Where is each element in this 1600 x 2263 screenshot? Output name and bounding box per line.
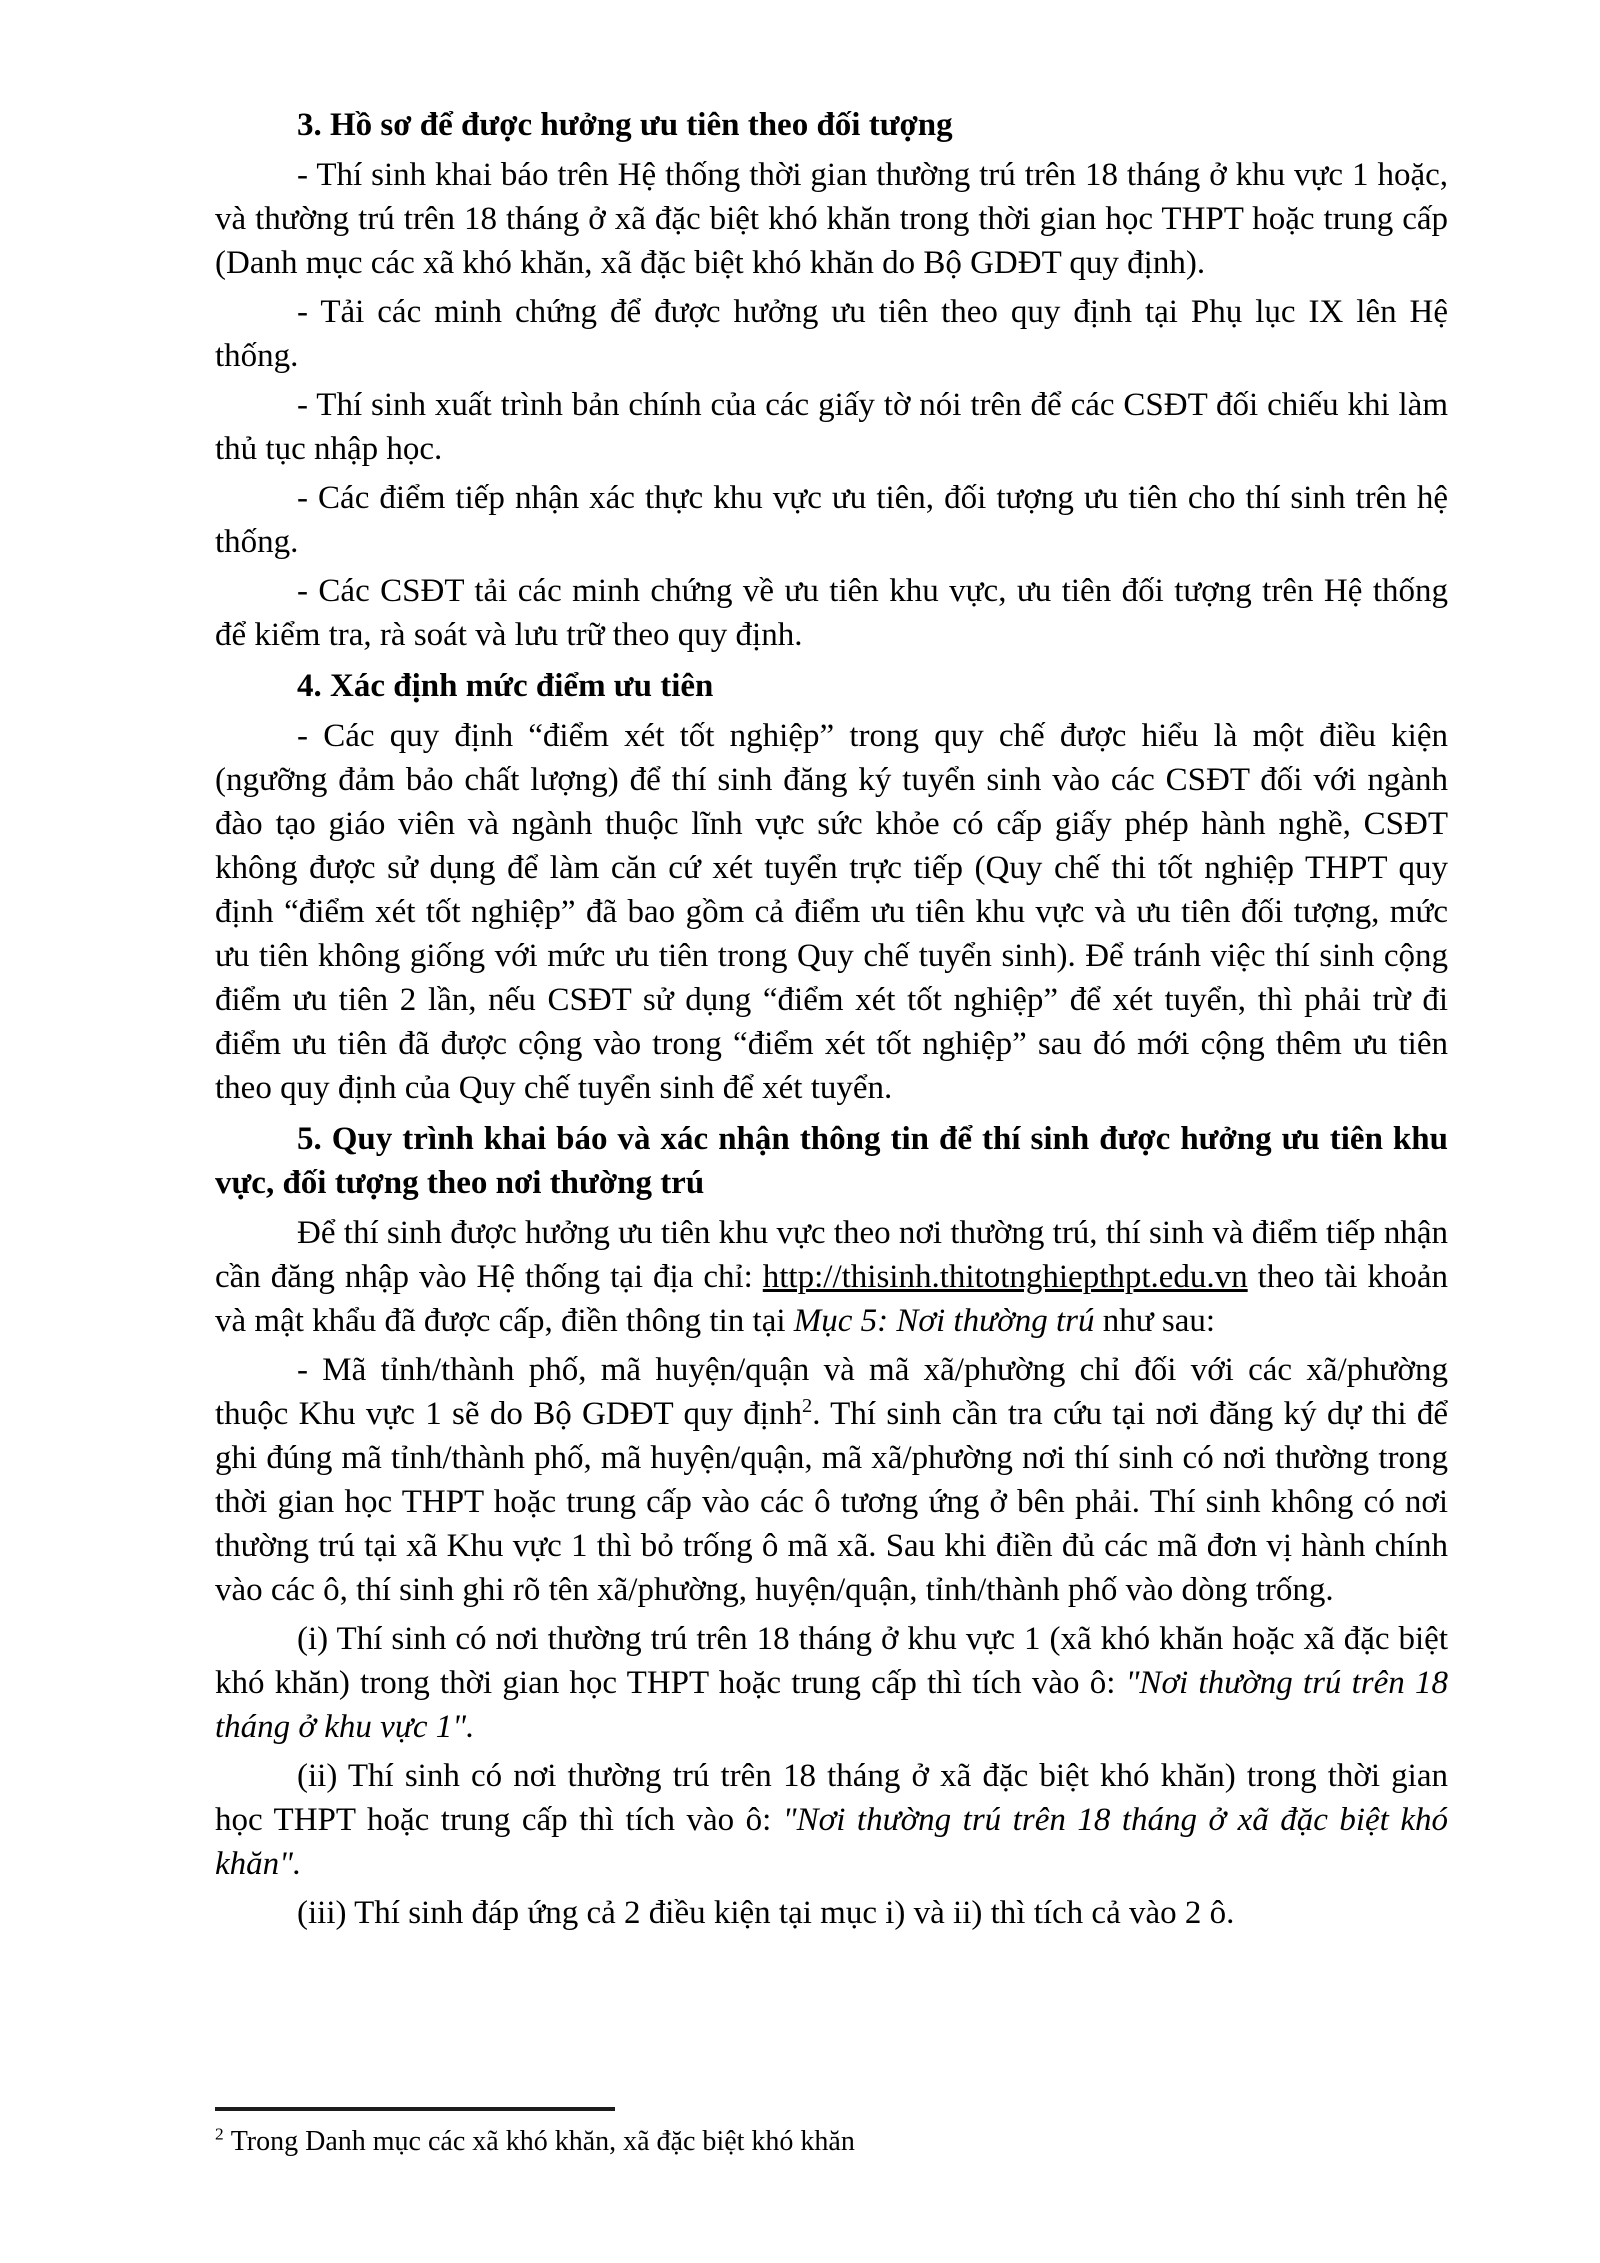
o-tich-xa-dac-biet-kho-khan-italic-run: "Nơi thường trú trên 18 tháng ở xã đặc biệt khó khăn". — [215, 1802, 1448, 1882]
para-ma-don-vi-hanh-chinh — [215, 1348, 1448, 1612]
section-5-heading: 5. Quy trình khai báo và xác nhận thông tin để thí sinh được hưởng ưu tiên khu vực, đối tượng theo nơi thường trú — [215, 1121, 1448, 1201]
para-diem-tiep-nhan-xac-thuc: - Các điểm tiếp nhận xác thực khu vực ưu tiên, đối tượng ưu tiên cho thí sinh trên hệ thống. — [215, 480, 1448, 560]
para-khai-bao-thuong-tru: - Thí sinh khai báo trên Hệ thống thời gian thường trú trên 18 tháng ở khu vực 1 hoặc, và thường trú trên 18 tháng ở xã đặc biệt khó khăn trong thời gian học THPT hoặc trung cấp (Danh mục các xã khó khăn, xã đặc biệt khó khăn do Bộ GDĐT quy định). — [215, 157, 1448, 281]
text-run: - Mã tỉnh/thành phố, mã huyện/quận và mã xã/phường chỉ đối với các xã/phường thuộc Khu vực 1 sẽ do Bộ GDĐT quy định — [215, 1352, 1448, 1432]
footnote-marker: 2 — [215, 2124, 224, 2144]
text-run: . Thí sinh cần tra cứu tại nơi đăng ký dự thi để ghi đúng mã tỉnh/thành phố, mã huyện/quận, mã xã/phường nơi thí sinh có nơi thường trong thời gian học THPT hoặc trung cấp vào các ô tương ứng ở bên phải. Thí sinh không có nơi thường trú tại xã Khu vực 1 thì bỏ trống ô mã xã. Sau khi điền đủ các mã đơn vị hành chính vào các ô, thí sinh ghi rõ tên xã/phường, huyện/quận, tỉnh/thành phố vào dòng trống. — [215, 1396, 1449, 1608]
para-csdt-tai-minh-chung: - Các CSĐT tải các minh chứng về ưu tiên khu vực, ưu tiên đối tượng trên Hệ thống để kiểm tra, rà soát và lưu trữ theo quy định. — [215, 573, 1448, 653]
para-dieu-kien-ii — [215, 1754, 1448, 1886]
para-dieu-kien-i — [215, 1617, 1448, 1749]
text-run: theo tài khoản và mật khẩu đã được cấp, điền thông tin tại — [215, 1259, 1448, 1339]
text-run: Để thí sinh được hưởng ưu tiên khu vực theo nơi thường trú, thí sinh và điểm tiếp nhận cần đăng nhập vào Hệ thống tại địa chỉ: — [215, 1215, 1448, 1295]
muc-5-italic-run: Mục 5: Nơi thường trú — [793, 1303, 1095, 1339]
para-dang-nhap-he-thong — [215, 1211, 1448, 1343]
para-dieu-kien-iii: (iii) Thí sinh đáp ứng cả 2 điều kiện tại mục i) và ii) thì tích cả vào 2 ô. — [297, 1895, 1235, 1931]
o-tich-khu-vuc-1-italic-run: "Nơi thường trú trên 18 tháng ở khu vực 1". — [215, 1665, 1448, 1745]
para-xac-dinh-muc-diem: - Các quy định “điểm xét tốt nghiệp” trong quy chế được hiểu là một điều kiện (ngưỡng đảm bảo chất lượng) để thí sinh đăng ký tuyển sinh vào các CSĐT đối với ngành đào tạo giáo viên và ngành thuộc lĩnh vực sức khỏe có cấp giấy phép hành nghề, CSĐT không được sử dụng để làm căn cứ xét tuyển trực tiếp (Quy chế thi tốt nghiệp THPT quy định “điểm xét tốt nghiệp” đã bao gồm cả điểm ưu tiên khu vực và ưu tiên đối tượng, mức ưu tiên không giống với mức ưu tiên trong Quy chế tuyển sinh). Để tránh việc thí sinh cộng điểm ưu tiên 2 lần, nếu CSĐT sử dụng “điểm xét tốt nghiệp” để xét tuyển, thì phải trừ đi điểm ưu tiên đã được cộng vào trong “điểm xét tốt nghiệp” sau đó mới cộng thêm ưu tiên theo quy định của Quy chế tuyển sinh để xét tuyển. — [215, 718, 1448, 1106]
para-tai-minh-chung: - Tải các minh chứng để được hưởng ưu tiên theo quy định tại Phụ lục IX lên Hệ thống. — [215, 294, 1448, 374]
section-4-heading: 4. Xác định mức điểm ưu tiên — [297, 668, 714, 704]
text-run: (i) Thí sinh có nơi thường trú trên 18 tháng ở khu vực 1 (xã khó khăn hoặc xã đặc biệt khó khăn) trong thời gian học THPT hoặc trung cấp thì tích vào ô: — [215, 1621, 1448, 1701]
system-url-link[interactable]: http://thisinh.thitotnghiepthpt.edu.vn — [762, 1259, 1248, 1295]
footnote-ref-2: 2 — [801, 1395, 813, 1417]
text-run: (ii) Thí sinh có nơi thường trú trên 18 tháng ở xã đặc biệt khó khăn) trong thời gian học THPT hoặc trung cấp thì tích vào ô: — [215, 1758, 1448, 1838]
text-run: như sau: — [1094, 1303, 1216, 1339]
footnote-separator — [215, 2107, 615, 2111]
footnote — [215, 2123, 1448, 2161]
para-xuat-trinh-ban-chinh: - Thí sinh xuất trình bản chính của các giấy tờ nói trên để các CSĐT đối chiếu khi làm thủ tục nhập học. — [215, 387, 1448, 467]
section-3-heading: 3. Hồ sơ để được hưởng ưu tiên theo đối tượng — [297, 107, 953, 143]
footnote-text: Trong Danh mục các xã khó khăn, xã đặc biệt khó khăn — [230, 2126, 855, 2157]
